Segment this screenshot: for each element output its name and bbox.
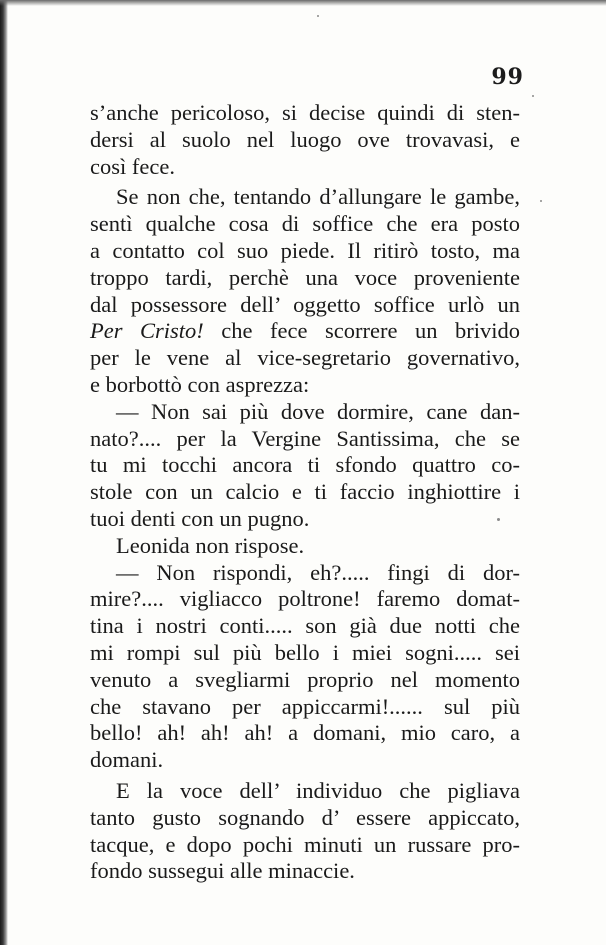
binding-edge <box>0 0 8 945</box>
page-text <box>90 100 520 885</box>
text-fragment: che fece scorrere un brivido <box>203 318 520 344</box>
text-line-with-italic <box>90 318 520 345</box>
text-line: dal possessore dell’ oggetto soffice urlò un <box>90 291 520 317</box>
paper-speck <box>532 95 534 97</box>
text-line: sentì qualche cosa di soffice che era posto <box>90 211 520 237</box>
text-line: mi rompi sul più bello i miei sogni..... sei <box>90 639 520 665</box>
text-line: così fece. <box>90 153 175 179</box>
paragraph <box>90 778 520 885</box>
page-number: 99 <box>491 64 524 90</box>
text-line: fondo sussegui alle minaccie. <box>90 858 355 884</box>
text-line: E la voce dell’ individuo che pigliava <box>116 777 520 803</box>
text-line: domani. <box>90 747 164 773</box>
text-line: dersi al suolo nel luogo ove trovavasi, e <box>90 126 520 152</box>
text-line: tacque, e dopo pochi minuti un russare pro- <box>90 831 520 857</box>
text-line: troppo tardi, perchè una voce proveniente <box>90 264 520 290</box>
text-line: nato?.... per la Vergine Santissima, che se <box>90 425 520 451</box>
italic-exclamation: Per Cristo! <box>90 318 204 344</box>
text-line: venuto a svegliarmi proprio nel momento <box>90 666 520 692</box>
paper-speck <box>497 518 500 521</box>
paragraph <box>90 560 520 774</box>
text-line: — Non sai più dove dormire, cane dan- <box>116 398 520 424</box>
paragraph <box>90 184 520 398</box>
text-line: bello! ah! ah! ah! a domani, mio caro, a <box>90 720 520 746</box>
text-line: che stavano per appiccarmi!...... sul più <box>90 693 520 719</box>
text-line: tu mi tocchi ancora ti sfondo quattro co- <box>90 452 520 478</box>
paragraph <box>90 100 520 180</box>
text-line: tuoi denti con un pugno. <box>90 505 310 531</box>
paragraph <box>90 533 520 560</box>
text-line: s’anche pericoloso, si decise quindi di sten- <box>90 100 520 125</box>
text-line: mire?.... vigliacco poltrone! faremo domat- <box>90 586 520 612</box>
text-line: a contatto col suo piede. Il ritirò tosto, ma <box>90 237 520 263</box>
paper-speck <box>317 15 319 17</box>
text-line: — Non rispondi, eh?..... fingi di dor- <box>116 559 520 585</box>
text-line: stole con un calcio e ti faccio inghiottire i <box>90 479 520 505</box>
text-line: Se non che, tentando d’allungare le gambe, <box>116 184 520 210</box>
text-line: Leonida non rispose. <box>116 532 305 558</box>
paper-speck <box>540 200 542 202</box>
text-line: tanto gusto sognando d’ essere appiccato, <box>90 804 520 830</box>
text-line: per le vene al vice-segretario governativo, <box>90 345 520 371</box>
text-line: tina i nostri conti..... son già due notti che <box>90 613 520 639</box>
paragraph <box>90 399 520 533</box>
text-line: e borbottò con asprezza: <box>90 371 310 397</box>
top-edge-shadow <box>0 0 606 6</box>
